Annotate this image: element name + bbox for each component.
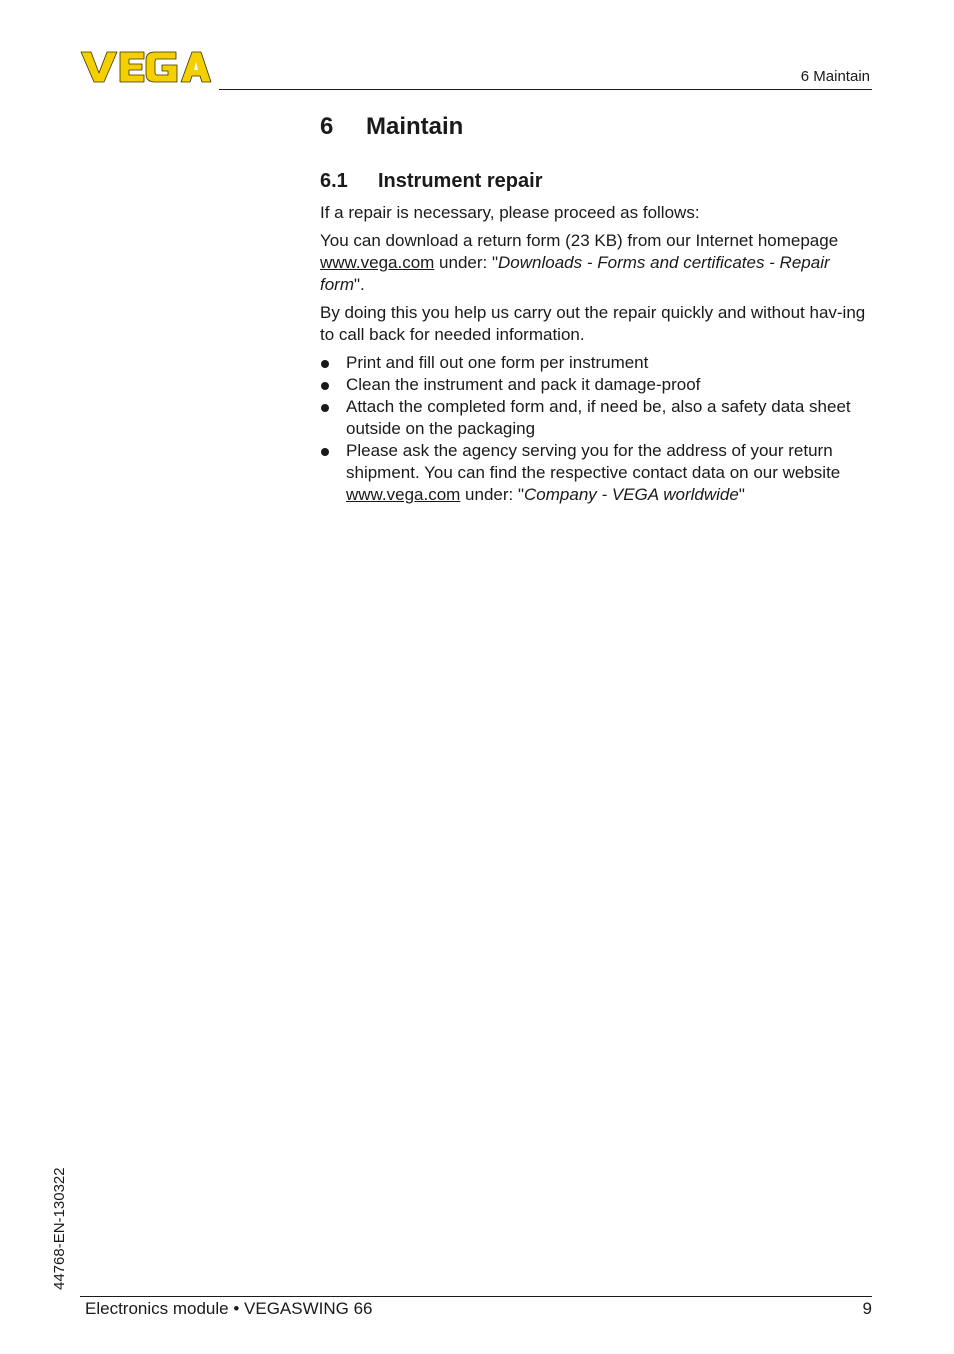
section-heading	[320, 166, 872, 196]
footer-rule	[80, 1296, 872, 1297]
vega-website-link[interactable]: www.vega.com	[346, 485, 461, 504]
list-item-close: "	[738, 485, 745, 504]
bullet-icon	[321, 448, 329, 456]
list-item	[320, 352, 872, 374]
chapter-title: Maintain	[366, 113, 464, 140]
vega-logo	[80, 50, 212, 84]
download-close: ".	[354, 275, 365, 294]
page-number: 9	[862, 1299, 872, 1318]
header-rule	[219, 89, 872, 90]
help-paragraph: By doing this you help us carry out the repair quickly and without hav-ing to call back for needed information.	[320, 303, 866, 344]
list-item-under: under: "	[460, 485, 525, 504]
list-item-text: Attach the completed form and, if need be, also a safety data sheet outside on the packaging	[346, 397, 851, 438]
list-item-text: Print and fill out one form per instrument	[346, 353, 649, 372]
footer-title: Electronics module • VEGASWING 66	[85, 1299, 373, 1318]
bullet-icon	[321, 382, 329, 390]
document-id: 44768-EN-130322	[51, 1167, 68, 1290]
section-number: 6.1	[320, 169, 348, 192]
chapter-number: 6	[320, 113, 334, 140]
download-path: Downloads - Forms and certificates - Repair form	[320, 253, 830, 294]
bullet-icon	[321, 404, 329, 412]
section-title: Instrument repair	[378, 169, 543, 192]
download-paragraph	[320, 230, 872, 296]
list-item	[320, 440, 872, 506]
main-content	[320, 110, 872, 506]
chapter-heading	[320, 110, 872, 144]
list-item	[320, 396, 872, 440]
intro-paragraph: If a repair is necessary, please proceed as follows:	[320, 203, 700, 222]
download-text: You can download a return form (23 KB) from our Internet homepage	[320, 231, 839, 250]
list-item-text: Clean the instrument and pack it damage-proof	[346, 375, 701, 394]
list-item-text: Please ask the agency serving you for the address of your return shipment. You can find the respective contact data on our website	[346, 441, 841, 482]
bullet-icon	[321, 360, 329, 368]
vega-website-link[interactable]: www.vega.com	[320, 253, 435, 272]
instruction-list	[320, 352, 872, 506]
worldwide-path: Company - VEGA worldwide	[524, 485, 739, 504]
running-head: 6 Maintain	[800, 68, 870, 85]
download-under: under: "	[434, 253, 499, 272]
list-item	[320, 374, 872, 396]
